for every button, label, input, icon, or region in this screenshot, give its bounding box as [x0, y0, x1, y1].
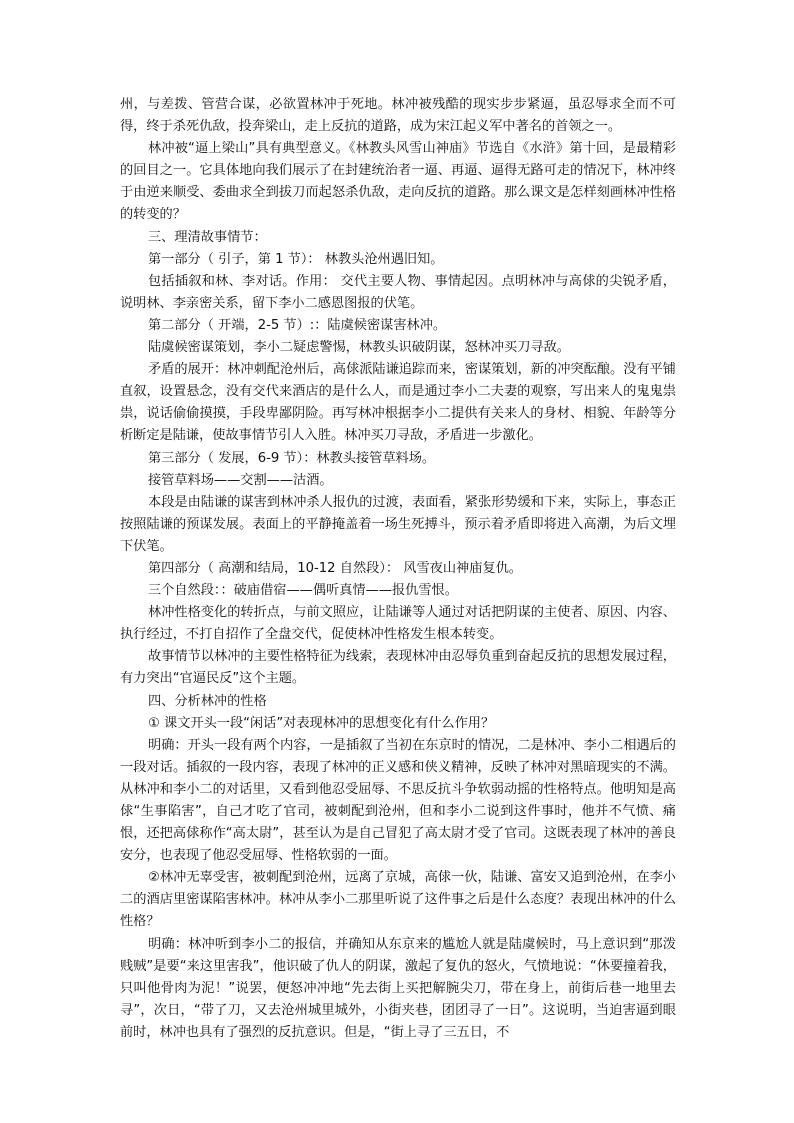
section-heading-plot: 三、理清故事情节：	[148, 229, 267, 245]
part-three-heading: 第三部分（ 发展，6-9 节）：林教头接管草料场。	[148, 450, 436, 466]
paragraph-intro-continued: 州，与差拨、管营合谋，必欲置林冲于死地。林冲被残酷的现实步步紧逼，虽忍辱求全而不可得，终于杀死仇敌，投奔梁山，走上反抗的道路，成为宋江起义军中著名的首领之一。	[120, 97, 676, 135]
question-two: ②林冲无辜受害，被刺配到沧州，远离了京城，高俅一伙，陆谦、富安又追到沧州，在李小二的酒店里密谋陷害林冲。林冲从李小二那里听说了这件事之后是什么态度？表现出林冲的什么性格？	[120, 870, 676, 930]
paragraph-forced-to-liangshan: 林冲被“逼上梁山”具有典型意义。《林教头风雪山神庙》节选自《水浒》第十回，是最精彩的回目之一。它具体地向我们展示了在封建统治者一逼、再逼、逼得无路可走的情况下，林冲终于由逆来顺受、委曲求全到拔刀而起怒杀仇敌，走向反抗的道路。那么课文是怎样刻画林冲性格的转变的？	[120, 141, 676, 223]
part-four-heading: 第四部分（ 高潮和结局，10-12 自然段）： 风雪夜山神庙复仇。	[148, 560, 522, 576]
section-heading-character: 四、分析林冲的性格	[148, 693, 267, 709]
part-one-heading: 第一部分（ 引子，第 1 节）： 林教头沧州遇旧知。	[148, 251, 444, 267]
part-four-analysis: 林冲性格变化的转折点，与前文照应，让陆谦等人通过对话把阴谋的主使者、原因、内容、执行经过，不打自招作了全盘交代，促使林冲性格发生根本转变。	[120, 605, 676, 643]
part-two-summary: 陆虞候密谋策划，李小二疑虑警惕，林教头识破阴谋，怒林冲买刀寻敌。	[148, 340, 570, 356]
document-page	[120, 94, 676, 1044]
answer-two: 明确：林冲听到李小二的报信，并确知从东京来的尴尬人就是陆虞候时，马上意识到“那泼贱贼”是要“来这里害我”，他识破了仇人的阴谋，激起了复仇的怒火，气愤地说：“休要撞着我，只叫他骨肉为泥！”说罢，便怒冲冲地“先去街上买把解腕尖刀，带在身上，前街后巷一地里去寻”，次日，“带了刀，又去沧州城里城外，小街夹巷，团团寻了一日”。这说明，当迫害逼到眼前时，林冲也具有了强烈的反抗意识。但是，“街上寻了三五日，不	[120, 936, 676, 1040]
answer-one: 明确：开头一段有两个内容，一是插叙了当初在东京时的情况，二是林冲、李小二相遇后的一段对话。插叙的一段内容，表现了林冲的正义感和侠义精神，反映了林冲对黑暗现实的不满。从林冲和李小二的对话里，又看到他忍受屈辱、不思反抗斗争软弱动摇的性格特点。他明知是高俅“生事陷害”，自己才吃了官司，被刺配到沧州，但和李小二说到这件事时，他并不气愤、痛恨，还把高俅称作“高太尉”，甚至认为是自己冒犯了高太尉才受了官司。这既表现了林冲的善良安分，也表现了他忍受屈辱、性格软弱的一面。	[120, 737, 676, 864]
question-one: ① 课文开头一段“闲话”对表现林冲的思想变化有什么作用？	[148, 715, 495, 731]
part-one-content: 包括插叙和林、李对话。作用： 交代主要人物、事情起因。点明林冲与高俅的尖锐矛盾，说明林、李亲密关系，留下李小二感恩图报的伏笔。	[120, 273, 676, 311]
plot-theme-paragraph: 故事情节以林冲的主要性格特征为线索，表现林冲由忍辱负重到奋起反抗的思想发展过程，有力突出“官逼民反”这个主题。	[120, 649, 676, 687]
part-two-analysis: 矛盾的展开：林冲刺配沧州后，高俅派陆谦追踪而来，密谋策划，新的冲突酝酿。没有平铺直叙，设置悬念，没有交代来酒店的是什么人，而是通过李小二夫妻的观察，写出来人的鬼鬼祟祟，说话偷偷摸摸，手段卑鄙阴险。再写林冲根据李小二提供有关来人的身材、相貌、年龄等分析断定是陆谦，使故事情节引人入胜。林冲买刀寻敌，矛盾进一步激化。	[120, 362, 676, 444]
part-three-summary: 接管草料场——交割——沽酒。	[148, 472, 333, 488]
part-three-analysis: 本段是由陆谦的谋害到林冲杀人报仇的过渡，表面看，紧张形势缓和下来，实际上，事态正按照陆谦的预谋发展。表面上的平静掩盖着一场生死搏斗，预示着矛盾即将进入高潮，为后文埋下伏笔。	[120, 494, 676, 554]
part-four-summary: 三个自然段：：破庙借宿——偶听真情——报仇雪恨。	[148, 583, 458, 599]
part-two-heading: 第二部分（ 开端，2-5 节）:：陆虞候密谋害林冲。	[148, 317, 447, 333]
